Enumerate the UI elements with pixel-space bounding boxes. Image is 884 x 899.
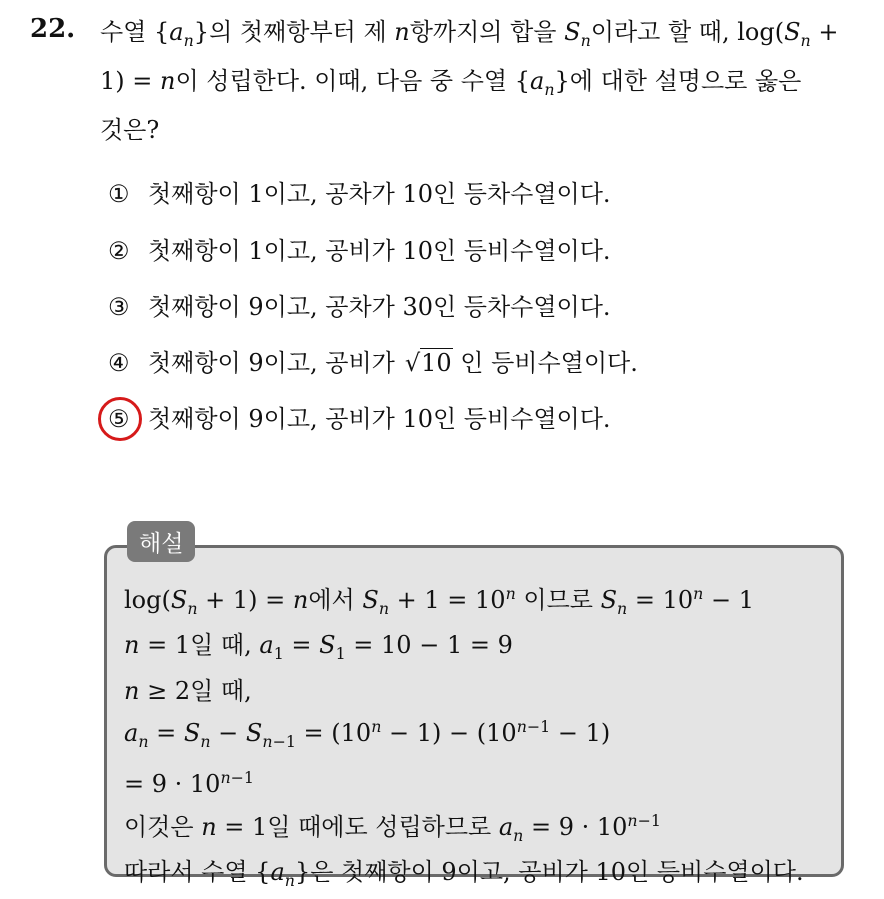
option-4[interactable] (108, 343, 638, 383)
option-number: ④ (108, 349, 130, 377)
sqrt-expression: √10 (404, 349, 452, 377)
option-text: 첫째항이 1이고, 공차가 10인 등차수열이다. (148, 180, 611, 208)
option-text: 첫째항이 9이고, 공비가 (148, 349, 395, 377)
option-2[interactable] (108, 231, 611, 271)
solution-line: = $9 \cdot 10^{n-1}$ (124, 768, 254, 799)
option-text: 첫째항이 1이고, 공비가 10인 등비수열이다. (148, 237, 611, 265)
option-5[interactable] (108, 399, 611, 439)
option-text-tail: 인 등비수열이다. (460, 349, 638, 377)
question-text (100, 12, 870, 150)
option-number: ③ (108, 293, 130, 321)
solution-line: n = 1일 때, $a_1 = S_1 = 10 - 1 = 9$ (124, 631, 513, 664)
solution-body (124, 576, 834, 899)
option-text: 첫째항이 9이고, 공비가 10인 등비수열이다. (148, 405, 611, 433)
option-3[interactable] (108, 287, 611, 327)
option-number: ① (108, 180, 130, 208)
solution-line: 따라서 수열 $\{a_n\}$은 첫째항이 9이고, 공비가 10인 등비수열이다. (124, 858, 804, 890)
question-line-2: 1) = n이 성립한다. 이때, 다음 중 수열 $\{a_n\}$에 대한 설명으로 옳은 (100, 66, 802, 99)
question-number: 22. (30, 14, 76, 44)
solution-line: $\log(S_n + 1) = n$에서 $S_n + 1 = 10^n$ 이므로 $S_n = 10^n - 1$ (124, 584, 754, 618)
solution-line: 이것은 n = 1일 때에도 성립하므로 $a_n = 9 \cdot 10^{n-1}$ (124, 810, 661, 845)
option-text: 첫째항이 9이고, 공차가 30인 등차수열이다. (148, 293, 611, 321)
solution-tag: 해설 (127, 521, 195, 562)
question-line-1: 수열 $\{a_n\}$의 첫째항부터 제 n항까지의 합을 $S_n$이라고 할 때, $\log(S_n$ + (100, 18, 839, 50)
option-number: ⑤ (108, 405, 130, 433)
answer-circle-mark (98, 397, 142, 441)
solution-line: $a_n = S_n - S_{n-1} = (10^n - 1) - (10^{n-1} - 1)$ (124, 717, 611, 751)
option-number: ② (108, 237, 130, 265)
solution-line: n ≥ 2일 때, (124, 676, 252, 705)
question-line-3: 것은? (100, 115, 160, 144)
option-1[interactable] (108, 174, 611, 214)
